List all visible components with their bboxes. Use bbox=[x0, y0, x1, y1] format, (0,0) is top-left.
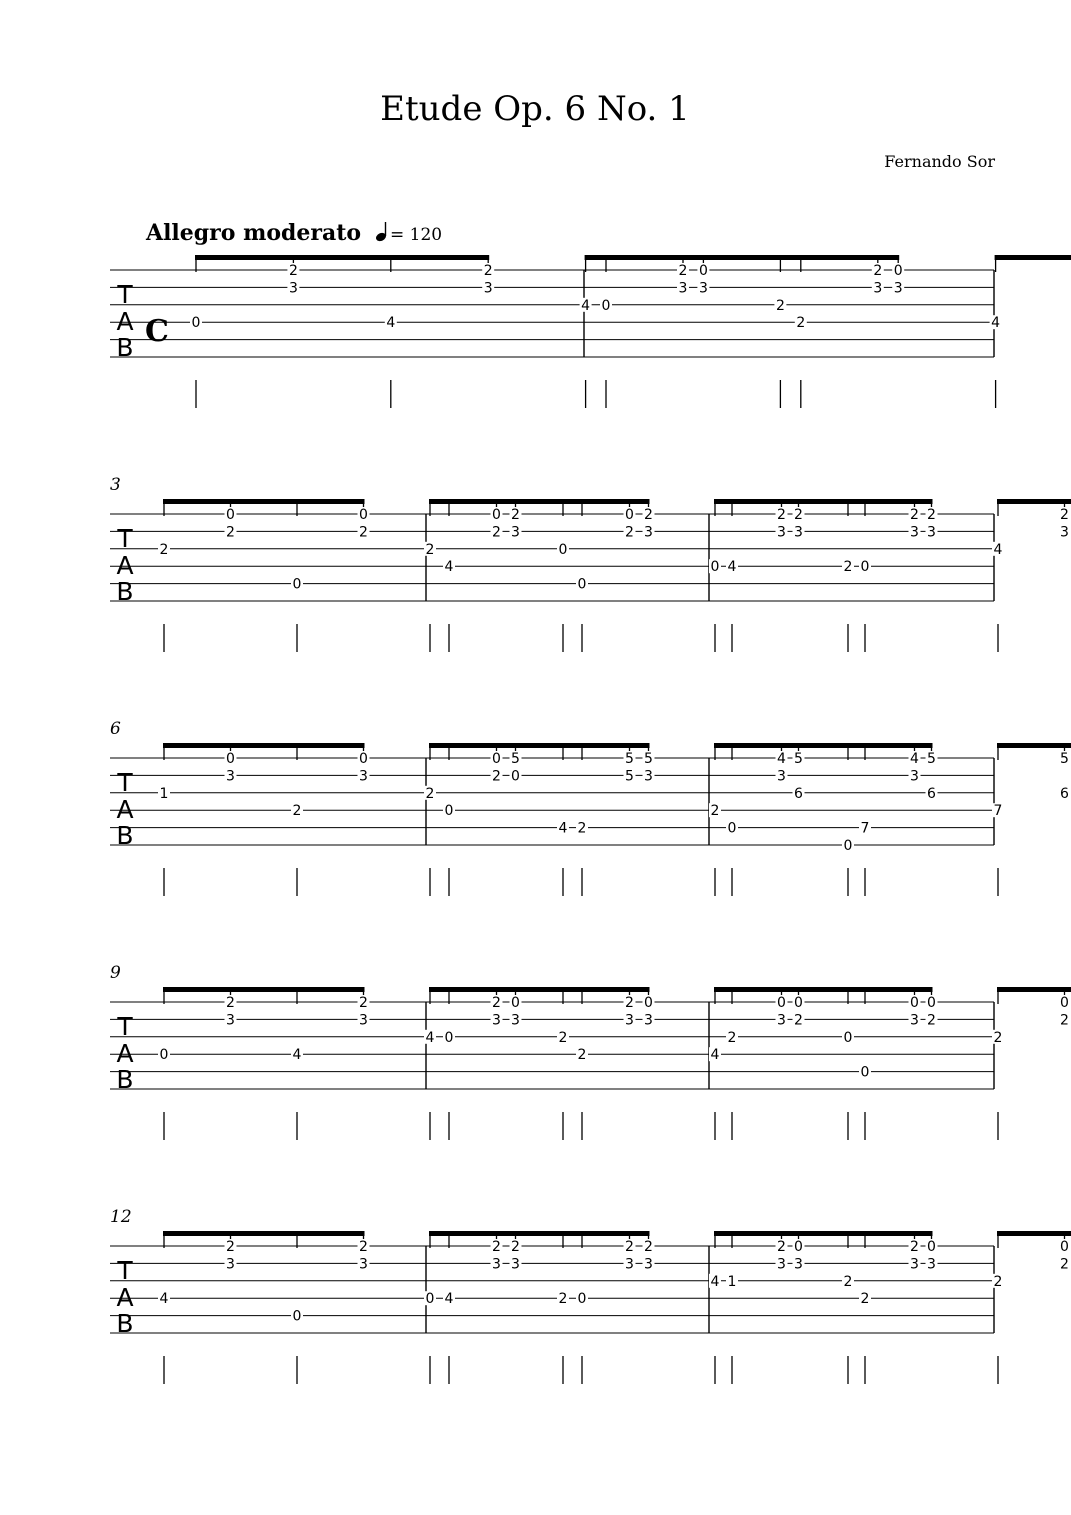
fret-number: 0 bbox=[644, 995, 653, 1011]
fret-number: 0 bbox=[558, 541, 568, 558]
fret-number: 2 bbox=[577, 820, 587, 837]
fret-number: 2 bbox=[511, 507, 520, 523]
fret-number: 2 bbox=[860, 1291, 870, 1308]
fret-number: 2 bbox=[727, 1029, 737, 1046]
fret-number: 2 bbox=[558, 1029, 568, 1046]
fret-number: 7 bbox=[993, 803, 1003, 820]
tab-clef bbox=[116, 1012, 133, 1094]
fret-number: 4 bbox=[444, 1291, 454, 1308]
fret-number: 3 bbox=[625, 1012, 634, 1029]
fret-number: 3 bbox=[777, 1012, 786, 1029]
beam bbox=[448, 743, 650, 748]
fret-number: 3 bbox=[873, 280, 883, 297]
tab-clef-letter: B bbox=[116, 333, 134, 362]
fret-number: 2 bbox=[873, 263, 883, 279]
tempo-marking bbox=[145, 220, 442, 246]
fret-number: 2 bbox=[577, 1047, 587, 1064]
fret-number: 2 bbox=[483, 263, 493, 279]
fret-number: 2 bbox=[226, 995, 235, 1011]
fret-number: 3 bbox=[910, 768, 919, 785]
beam bbox=[997, 987, 1071, 992]
fret-number: 3 bbox=[483, 280, 493, 297]
fret-number: 2 bbox=[843, 559, 853, 576]
fret-number: 0 bbox=[1060, 995, 1069, 1011]
fret-number: 0 bbox=[927, 995, 936, 1011]
measure bbox=[600, 255, 1071, 408]
fret-number: 2 bbox=[511, 1239, 520, 1255]
measure-number: 9 bbox=[110, 963, 121, 983]
tab-clef-letter: A bbox=[116, 1283, 134, 1312]
beam bbox=[731, 499, 933, 504]
measure bbox=[158, 987, 636, 1140]
fret-number: 4 bbox=[581, 297, 591, 314]
fret-number: 2 bbox=[794, 1012, 803, 1029]
fret-number: 0 bbox=[159, 1047, 169, 1064]
tab-system bbox=[110, 719, 1071, 896]
fret-number: 2 bbox=[927, 1012, 936, 1029]
beam bbox=[163, 743, 365, 748]
fret-number: 3 bbox=[625, 1256, 634, 1273]
fret-number: 2 bbox=[796, 315, 806, 332]
fret-number: 2 bbox=[492, 995, 501, 1011]
tab-clef-letter: B bbox=[116, 577, 134, 606]
tab-clef bbox=[116, 1256, 133, 1338]
common-time-signature: C bbox=[145, 314, 169, 349]
fret-number: 0 bbox=[444, 1029, 454, 1046]
fret-number: 2 bbox=[492, 1239, 501, 1255]
fret-number: 6 bbox=[927, 785, 936, 802]
fret-number: 0 bbox=[843, 838, 853, 854]
fret-number: 0 bbox=[359, 751, 368, 767]
tab-system bbox=[110, 1207, 1071, 1384]
tab-clef-letter: A bbox=[116, 307, 134, 336]
fret-number: 0 bbox=[292, 576, 302, 593]
fret-number: 2 bbox=[226, 1239, 235, 1255]
fret-number: 0 bbox=[843, 1029, 853, 1046]
fret-number: 3 bbox=[359, 1012, 368, 1029]
fret-number: 2 bbox=[625, 995, 634, 1011]
fret-number: 3 bbox=[511, 524, 520, 541]
fret-number: 0 bbox=[425, 1291, 435, 1308]
beam bbox=[731, 743, 933, 748]
fret-number: 0 bbox=[577, 576, 587, 593]
fret-number: 2 bbox=[359, 995, 368, 1011]
fret-number: 0 bbox=[794, 1239, 803, 1255]
fret-number: 1 bbox=[727, 1273, 737, 1290]
beam bbox=[997, 1231, 1071, 1236]
fret-number: 3 bbox=[794, 1256, 803, 1273]
beam bbox=[448, 987, 650, 992]
fret-number: 0 bbox=[511, 995, 520, 1011]
fret-number: 4 bbox=[425, 1029, 435, 1046]
fret-number: 2 bbox=[226, 524, 235, 541]
beam bbox=[997, 743, 1071, 748]
fret-number: 2 bbox=[927, 507, 936, 523]
fret-number: 2 bbox=[625, 1239, 634, 1255]
tab-clef bbox=[116, 524, 133, 606]
measure bbox=[158, 499, 636, 652]
fret-number: 2 bbox=[425, 541, 435, 558]
fret-number: 0 bbox=[191, 315, 201, 332]
tab-clef-letter: T bbox=[117, 524, 133, 553]
beam bbox=[448, 1231, 650, 1236]
fret-number: 3 bbox=[698, 280, 708, 297]
fret-number: 4 bbox=[710, 1047, 720, 1064]
fret-number: 6 bbox=[1060, 785, 1069, 802]
fret-number: 1 bbox=[159, 785, 169, 802]
fret-number: 3 bbox=[777, 524, 786, 541]
fret-number: 4 bbox=[727, 559, 737, 576]
beam bbox=[605, 255, 899, 260]
tempo-text: Allegro moderato bbox=[146, 220, 362, 246]
fret-number: 0 bbox=[359, 507, 368, 523]
fret-number: 2 bbox=[644, 507, 653, 523]
fret-number: 5 bbox=[625, 768, 634, 785]
beam bbox=[731, 1231, 933, 1236]
fret-number: 2 bbox=[775, 297, 785, 314]
fret-number: 2 bbox=[359, 524, 368, 541]
fret-number: 2 bbox=[910, 507, 919, 523]
fret-number: 0 bbox=[511, 768, 520, 785]
fret-number: 2 bbox=[678, 263, 688, 279]
tab-clef bbox=[116, 280, 133, 362]
fret-number: 2 bbox=[794, 507, 803, 523]
fret-number: 2 bbox=[910, 1239, 919, 1255]
tab-clef-letter: T bbox=[117, 1012, 133, 1041]
fret-number: 5 bbox=[511, 751, 520, 767]
fret-number: 0 bbox=[625, 507, 634, 523]
fret-number: 3 bbox=[359, 768, 368, 785]
fret-number: 0 bbox=[777, 995, 786, 1011]
tab-clef-letter: A bbox=[116, 551, 134, 580]
fret-number: 3 bbox=[927, 524, 936, 541]
fret-number: 2 bbox=[644, 1239, 653, 1255]
fret-number: 3 bbox=[492, 1012, 501, 1029]
fret-number: 2 bbox=[492, 768, 501, 785]
measure bbox=[443, 1231, 921, 1384]
fret-number: 4 bbox=[991, 315, 1001, 332]
tab-clef-letter: A bbox=[116, 1039, 134, 1068]
tab-clef-letter: B bbox=[116, 1309, 134, 1338]
tab-clef-letter: T bbox=[117, 1256, 133, 1285]
beam bbox=[448, 499, 650, 504]
tab-system bbox=[110, 255, 1071, 408]
fret-number: 3 bbox=[359, 1256, 368, 1273]
fret-number: 0 bbox=[860, 559, 870, 576]
fret-number: 0 bbox=[492, 507, 501, 523]
fret-number: 2 bbox=[159, 541, 169, 558]
fret-number: 2 bbox=[777, 1239, 786, 1255]
fret-number: 2 bbox=[993, 1029, 1003, 1046]
fret-number: 4 bbox=[292, 1047, 302, 1064]
fret-number: 0 bbox=[444, 803, 454, 820]
fret-number: 3 bbox=[511, 1256, 520, 1273]
fret-number: 0 bbox=[893, 263, 903, 279]
fret-number: 2 bbox=[710, 803, 720, 820]
fret-number: 0 bbox=[927, 1239, 936, 1255]
fret-number: 0 bbox=[226, 507, 235, 523]
fret-number: 5 bbox=[625, 751, 634, 767]
beam bbox=[995, 255, 1071, 260]
measure bbox=[443, 499, 921, 652]
fret-number: 3 bbox=[678, 280, 688, 297]
systems bbox=[110, 255, 1071, 1384]
measure-number: 6 bbox=[110, 719, 121, 739]
fret-number: 0 bbox=[794, 995, 803, 1011]
fret-number: 0 bbox=[1060, 1239, 1069, 1255]
fret-number: 2 bbox=[425, 785, 435, 802]
fret-number: 2 bbox=[1060, 1256, 1069, 1273]
fret-number: 5 bbox=[794, 751, 803, 767]
tab-clef-letter: A bbox=[116, 795, 134, 824]
fret-number: 4 bbox=[777, 751, 786, 767]
fret-number: 5 bbox=[927, 751, 936, 767]
fret-number: 2 bbox=[288, 263, 298, 279]
fret-number: 4 bbox=[910, 751, 919, 767]
fret-number: 3 bbox=[893, 280, 903, 297]
beam bbox=[731, 987, 933, 992]
fret-number: 0 bbox=[698, 263, 708, 279]
tab-clef-letter: B bbox=[116, 821, 134, 850]
fret-number: 3 bbox=[777, 768, 786, 785]
fret-number: 3 bbox=[226, 1256, 235, 1273]
fret-number: 0 bbox=[226, 751, 235, 767]
fret-number: 0 bbox=[292, 1308, 302, 1325]
fret-number: 2 bbox=[625, 524, 634, 541]
fret-number: 2 bbox=[993, 1273, 1003, 1290]
fret-number: 3 bbox=[910, 524, 919, 541]
tab-system bbox=[110, 475, 1071, 652]
fret-number: 2 bbox=[1060, 1012, 1069, 1029]
beam bbox=[163, 987, 365, 992]
fret-number: 2 bbox=[492, 524, 501, 541]
beam bbox=[163, 1231, 365, 1236]
beam bbox=[163, 499, 365, 504]
fret-number: 0 bbox=[727, 820, 737, 837]
fret-number: 3 bbox=[492, 1256, 501, 1273]
measure bbox=[158, 1231, 636, 1384]
fret-number: 2 bbox=[1060, 507, 1069, 523]
fret-number: 0 bbox=[601, 297, 611, 314]
fret-number: 4 bbox=[444, 559, 454, 576]
fret-number: 2 bbox=[843, 1273, 853, 1290]
fret-number: 4 bbox=[558, 820, 568, 837]
fret-number: 3 bbox=[226, 1012, 235, 1029]
fret-number: 4 bbox=[710, 1273, 720, 1290]
fret-number: 0 bbox=[710, 559, 720, 576]
fret-number: 2 bbox=[558, 1291, 568, 1308]
measure bbox=[443, 743, 921, 896]
measure bbox=[190, 255, 884, 408]
fret-number: 3 bbox=[644, 1012, 653, 1029]
fret-number: 0 bbox=[860, 1064, 870, 1081]
fret-number: 4 bbox=[159, 1291, 169, 1308]
composer-name: Fernando Sor bbox=[884, 152, 995, 171]
fret-number: 3 bbox=[910, 1012, 919, 1029]
fret-number: 3 bbox=[226, 768, 235, 785]
measure-number: 3 bbox=[110, 475, 121, 495]
tab-clef-letter: T bbox=[117, 768, 133, 797]
beam bbox=[195, 255, 489, 260]
measure bbox=[443, 987, 921, 1140]
fret-number: 2 bbox=[292, 803, 302, 820]
fret-number: 3 bbox=[644, 768, 653, 785]
fret-number: 4 bbox=[993, 541, 1003, 558]
fret-number: 2 bbox=[777, 507, 786, 523]
fret-number: 0 bbox=[577, 1291, 587, 1308]
tab-clef-letter: T bbox=[117, 280, 133, 309]
fret-number: 3 bbox=[910, 1256, 919, 1273]
fret-number: 0 bbox=[492, 751, 501, 767]
fret-number: 3 bbox=[288, 280, 298, 297]
fret-number: 2 bbox=[359, 1239, 368, 1255]
fret-number: 3 bbox=[644, 524, 653, 541]
measure bbox=[158, 743, 636, 896]
fret-number: 3 bbox=[927, 1256, 936, 1273]
tab-clef bbox=[116, 768, 133, 850]
quarter-note-icon bbox=[375, 222, 388, 243]
tab-system bbox=[110, 963, 1071, 1140]
fret-number: 3 bbox=[794, 524, 803, 541]
measure-number: 12 bbox=[110, 1207, 132, 1227]
fret-number: 3 bbox=[644, 1256, 653, 1273]
fret-number: 6 bbox=[794, 785, 803, 802]
fret-number: 7 bbox=[860, 820, 870, 837]
tab-clef-letter: B bbox=[116, 1065, 134, 1094]
fret-number: 5 bbox=[644, 751, 653, 767]
fret-number: 3 bbox=[777, 1256, 786, 1273]
beam bbox=[997, 499, 1071, 504]
fret-number: 3 bbox=[1060, 524, 1069, 541]
fret-number: 4 bbox=[386, 315, 396, 332]
tempo-value: = 120 bbox=[390, 225, 443, 245]
fret-number: 0 bbox=[910, 995, 919, 1011]
fret-number: 3 bbox=[511, 1012, 520, 1029]
piece-title: Etude Op. 6 No. 1 bbox=[380, 89, 690, 129]
fret-number: 5 bbox=[1060, 751, 1069, 767]
